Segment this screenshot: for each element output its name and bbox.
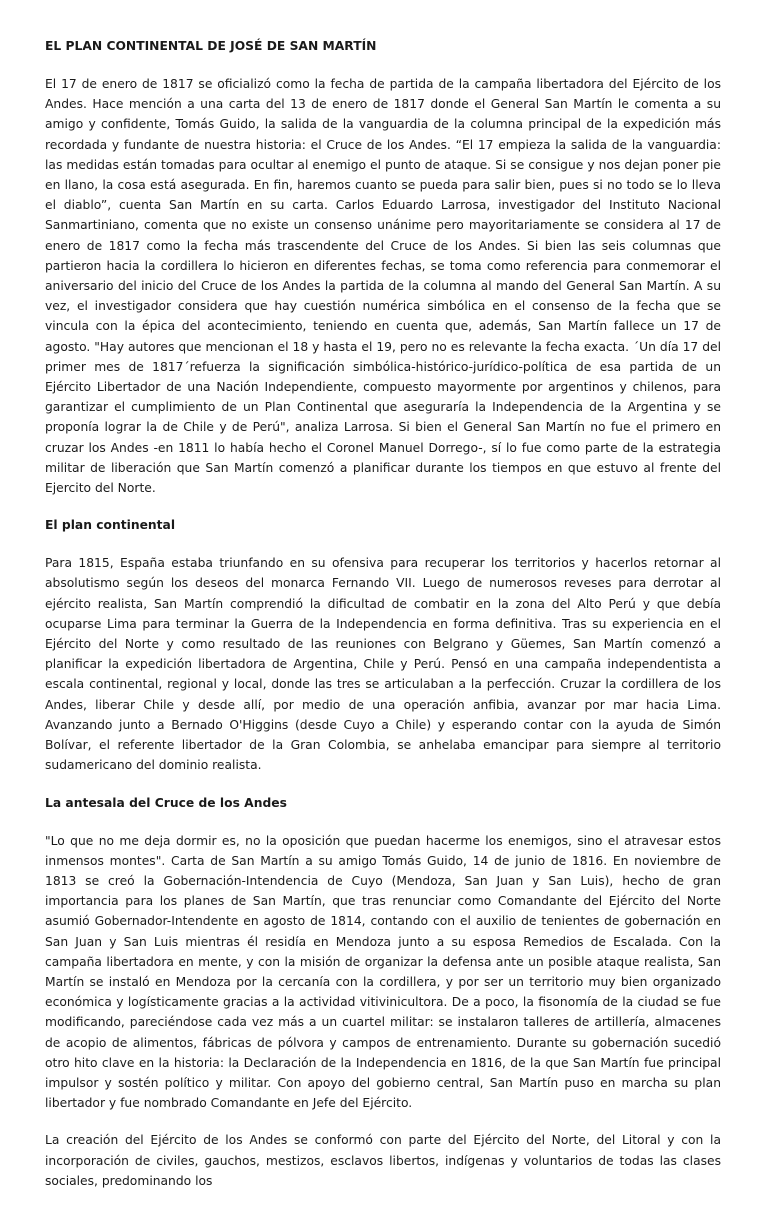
plan-continental-paragraph: Para 1815, España estaba triunfando en su ofensiva para recuperar los territorios y hacerlos retornar al absolutismo según los deseos del monarca Fernando VII. Luego de numerosos reveses para derrotar al ejército realista, San Martín comprendió la dificultad de combatir en la zona del Alto Perú y que debía ocuparse Lima para terminar la Guerra de la Independencia en forma definitiva. Tras su experiencia en el Ejército del Norte y como resultado de las reuniones con Belgrano y Güemes, San Martín comenzó a planificar la expedición libertadora de Argentina, Chile y Perú. Pensó en una campaña independentista a escala continental, regional y local, donde las tres se articulaban a la perfección. Cruzar la cordillera de los Andes, liberar Chile y desde allí, por medio de una operación anfibia, avanzar por mar hacia Lima. Avanzando junto a Bernado O'Higgins (desde Cuyo a Chile) y esperando contar con la ayuda de Simón Bolívar, el referente libertador de la Gran Colombia, se anhelaba emancipar para siempre al territorio sudamericano del dominio realista.: [45, 556, 721, 773]
document-page: [45, 36, 721, 1208]
intro-paragraph: El 17 de enero de 1817 se oficializó como la fecha de partida de la campaña libertadora del Ejército de los Andes. Hace mención a una carta del 13 de enero de 1817 donde el General San Martín le comenta a su amigo y confidente, Tomás Guido, la salida de la vanguardia de la columna principal de la expedición más recordada y fundante de nuestra historia: el Cruce de los Andes. “El 17 empieza la salida de la vanguardia: las medidas están tomadas para ocultar al enemigo el punto de ataque. Si se consigue y nos dejan poner pie en llano, la cosa está asegurada. En fin, haremos cuanto se pueda para salir bien, pues si no todo se lo lleva el diablo”, cuenta San Martín en su carta. Carlos Eduardo Larrosa, investigador del Instituto Nacional Sanmartiniano, comenta que no existe un consenso unánime pero mayoritariamente se considera al 17 de enero de 1817 como la fecha más trascendente del Cruce de los Andes. Si bien las seis columnas que partieron hacia la cordillera lo hicieron en diferentes fechas, se toma como referencia para conmemorar el aniversario del inicio del Cruce de los Andes la partida de la columna al mando del General San Martín. A su vez, el investigador considera que hay cuestión numérica simbólica en el consenso de la fecha que se vincula con la épica del acontecimiento, teniendo en cuenta que, además, San Martín fallece un 17 de agosto. "Hay autores que mencionan el 18 y hasta el 19, pero no es relevante la fecha exacta. ´Un día 17 del primer mes de 1817´refuerza la significación simbólica-histórico-jurídico-política de esa partida de un Ejército Libertador de una Nación Independiente, compuesto mayormente por argentinos y chilenos, para garantizar el cumplimiento de un Plan Continental que aseguraría la Independencia de la Argentina y se proponía lograr la de Chile y de Perú", analiza Larrosa. Si bien el General San Martín no fue el primero en cruzar los Andes -en 1811 lo había hecho el Coronel Manuel Dorrego-, sí lo fue como parte de la estrategia militar de liberación que San Martín comenzó a planificar durante los tiempos en que estuvo al frente del Ejercito del Norte.: [45, 77, 721, 496]
ejercito-paragraph: La creación del Ejército de los Andes se conformó con parte del Ejército del Norte, del Litoral y con la incorporación de civiles, gauchos, mestizos, esclavos libertos, indígenas y voluntarios de todas las clases sociales, predominando los: [45, 1133, 721, 1188]
section-heading-antesala: La antesala del Cruce de los Andes: [45, 795, 287, 810]
section-heading-plan-continental: El plan continental: [45, 518, 176, 533]
antesala-paragraph: "Lo que no me deja dormir es, no la oposición que puedan hacerme los enemigos, sino el atravesar estos inmensos montes". Carta de San Martín a su amigo Tomás Guido, 14 de junio de 1816. En noviembre de 1813 se creó la Gobernación-Intendencia de Cuyo (Mendoza, San Juan y San Luis), hecho de gran importancia para los planes de San Martín, que tras renunciar como Comandante del Ejército del Norte asumió Gobernador-Intendente en agosto de 1814, contando con el auxilio de tenientes de gobernación en San Juan y San Luis mientras él residía en Mendoza junto a su esposa Remedios de Escalada. Con la campaña libertadora en mente, y con la misión de organizar la defensa ante un posible ataque realista, San Martín se instaló en Mendoza por la cercanía con la cordillera, y por ser un territorio muy bien organizado económica y logísticamente gracias a la actividad vitivinicultora. De a poco, la fisonomía de la ciudad se fue modificando, pareciéndose cada vez más a un cuartel militar: se instalaron talleres de artillería, almacenes de acopio de alimentos, fábricas de pólvora y campos de entrenamiento. Durante su gobernación sucedió otro hito clave en la historia: la Declaración de la Independencia en 1816, de la que San Martín fue principal impulsor y sostén político y militar. Con apoyo del gobierno central, San Martín puso en marcha su plan libertador y fue nombrado Comandante en Jefe del Ejército.: [45, 833, 721, 1111]
document-title: EL PLAN CONTINENTAL DE JOSÉ DE SAN MARTÍN: [45, 39, 377, 53]
